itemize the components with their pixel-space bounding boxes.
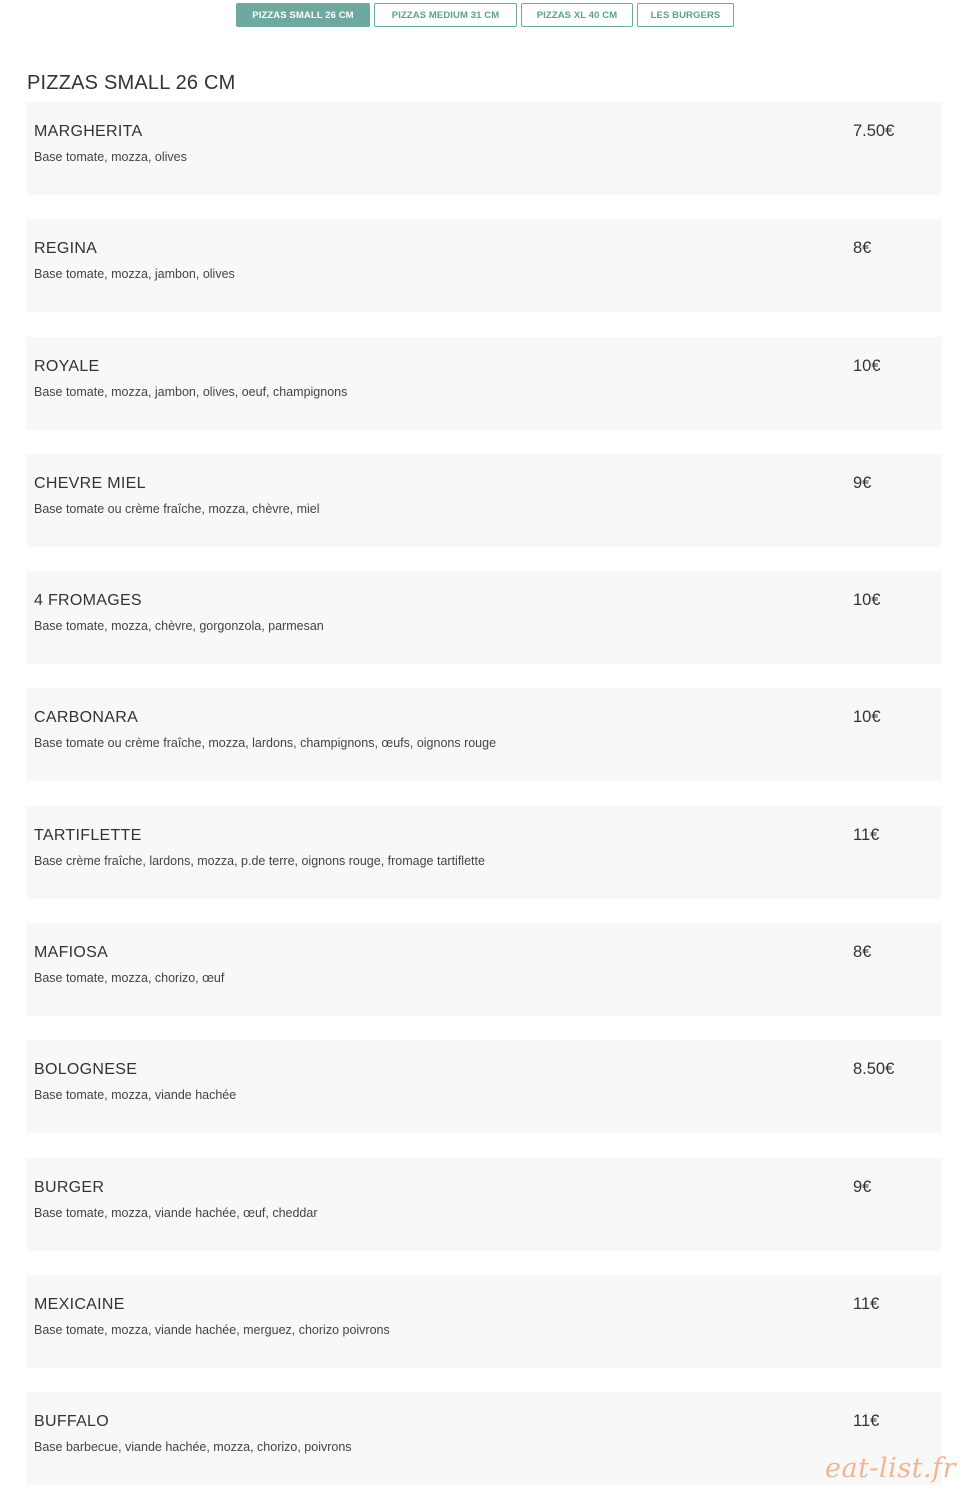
menu-list bbox=[26, 102, 942, 1510]
item-description: Base tomate ou crème fraîche, mozza, chèvre, miel bbox=[34, 501, 320, 516]
watermark-logo: eat-list.fr bbox=[825, 1453, 957, 1484]
item-description: Base tomate, mozza, jambon, olives, oeuf, champignons bbox=[34, 384, 348, 399]
menu-item-mexicaine bbox=[26, 1275, 942, 1368]
item-price: 11€ bbox=[853, 825, 880, 844]
item-name: ROYALE bbox=[34, 357, 100, 375]
item-price: 8.50€ bbox=[853, 1060, 895, 1079]
item-name: REGINA bbox=[34, 240, 98, 258]
item-price: 9€ bbox=[853, 1177, 872, 1196]
item-name: CARBONARA bbox=[34, 709, 139, 727]
item-price: 8€ bbox=[853, 943, 872, 962]
item-price: 9€ bbox=[853, 473, 872, 492]
item-description: Base barbecue, viande hachée, mozza, chorizo, poivrons bbox=[34, 1440, 352, 1455]
item-description: Base tomate, mozza, chèvre, gorgonzola, parmesan bbox=[34, 619, 324, 634]
menu-item-burger bbox=[26, 1158, 942, 1251]
menu-item-tartiflette bbox=[26, 806, 942, 899]
item-name: CHEVRE MIEL bbox=[34, 474, 146, 492]
item-name: BOLOGNESE bbox=[34, 1061, 138, 1079]
tab-pizzas-small[interactable]: PIZZAS SMALL 26 CM bbox=[236, 3, 370, 27]
item-price: 10€ bbox=[853, 708, 881, 727]
menu-item-buffalo bbox=[26, 1392, 942, 1485]
item-description: Base tomate, mozza, viande hachée, œuf, cheddar bbox=[34, 1205, 318, 1220]
menu-item-mafiosa bbox=[26, 923, 942, 1016]
item-name: MARGHERITA bbox=[34, 123, 143, 140]
menu-item-margherita bbox=[26, 102, 942, 195]
item-description: Base tomate, mozza, olives bbox=[34, 150, 187, 164]
item-price: 8€ bbox=[853, 239, 872, 258]
item-price: 11€ bbox=[853, 1412, 880, 1431]
item-price: 10€ bbox=[853, 591, 881, 610]
item-description: Base tomate, mozza, jambon, olives bbox=[34, 267, 235, 282]
tab-pizzas-medium[interactable]: PIZZAS MEDIUM 31 CM bbox=[374, 3, 517, 27]
item-name: TARTIFLETTE bbox=[34, 826, 142, 844]
item-name: MEXICAINE bbox=[34, 1295, 125, 1313]
section-title: PIZZAS SMALL 26 CM bbox=[27, 72, 236, 94]
menu-item-regina bbox=[26, 219, 942, 312]
menu-item-royale bbox=[26, 337, 942, 430]
item-description: Base tomate, mozza, viande hachée bbox=[34, 1088, 237, 1103]
item-description: Base tomate, mozza, chorizo, œuf bbox=[34, 971, 225, 986]
tab-les-burgers[interactable]: LES BURGERS bbox=[637, 3, 734, 27]
item-description: Base tomate ou crème fraîche, mozza, lardons, champignons, œufs, oignons rouge bbox=[34, 736, 497, 751]
tab-pizzas-xl[interactable]: PIZZAS XL 40 CM bbox=[521, 3, 633, 27]
menu-item-chevre-miel bbox=[26, 454, 942, 547]
item-name: BURGER bbox=[34, 1178, 105, 1196]
menu-item-4-fromages bbox=[26, 571, 942, 664]
item-description: Base crème fraîche, lardons, mozza, p.de terre, oignons rouge, fromage tartiflette bbox=[34, 853, 485, 868]
menu-item-carbonara bbox=[26, 688, 942, 781]
item-price: 10€ bbox=[853, 356, 881, 375]
item-price: 11€ bbox=[853, 1294, 880, 1313]
item-name: 4 FROMAGES bbox=[34, 592, 142, 610]
menu-item-bolognese bbox=[26, 1040, 942, 1133]
item-name: BUFFALO bbox=[34, 1413, 110, 1431]
category-tabs bbox=[0, 3, 970, 27]
item-description: Base tomate, mozza, viande hachée, merguez, chorizo poivrons bbox=[34, 1322, 390, 1337]
item-price: 7.50€ bbox=[853, 122, 895, 140]
item-name: MAFIOSA bbox=[34, 944, 109, 962]
